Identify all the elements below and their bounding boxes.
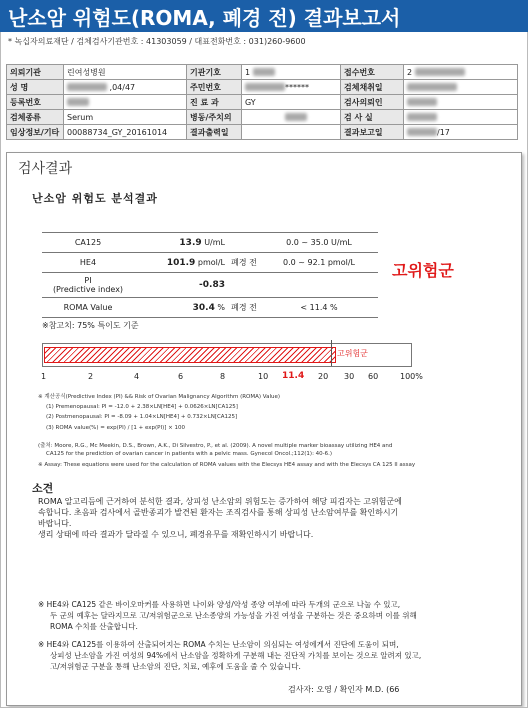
source-line: (출처: Moore, R.G., Mc Meekin, D.S., Brown, A.K., Di Silvestro, P., et al. (2009). A novel multiple marker bioassay utilizing HE4 and <box>38 443 393 449</box>
result-reference: 0.0 ~ 35.0 U/mL <box>260 233 378 253</box>
formula-line: ※ 계산공식(Predictive Index (PI) && Risk of Ovarian Malignancy Algorithm (ROMA) Value) <box>38 394 281 400</box>
scale-tick: 20 <box>318 372 329 381</box>
risk-label: 고위험군 <box>392 261 454 280</box>
rrn-value: ****** <box>242 80 341 95</box>
scale-tick: 4 <box>134 372 140 381</box>
agency-value: 1 <box>242 65 341 80</box>
formula-line: (1) Premenopausal: PI = -12.0 + 2.38×LN[HE4] + 0.0626×LN[CA125] <box>46 404 238 410</box>
cutoff-note: ※참고치: 75% 특이도 기준 <box>42 321 139 330</box>
collection-value <box>404 80 518 95</box>
registration-value <box>64 95 187 110</box>
clinical-value: 00088734_GY_20161014 <box>64 125 187 140</box>
report-header-banner <box>0 0 528 32</box>
conclusion-title: 소견 <box>32 482 54 495</box>
conclusion-line: 생리 상태에 따라 결과가 달라질 수 있으니, 폐경유무를 재확인하시기 바랍니다. <box>38 530 314 539</box>
receipt-label: 접수번호 <box>341 65 404 80</box>
result-reference <box>260 273 378 298</box>
scale-tick: 8 <box>220 372 226 381</box>
institution-label: 의뢰기관 <box>7 65 64 80</box>
roma-scale <box>42 343 412 367</box>
specimen-type-label: 검체종류 <box>7 110 64 125</box>
receipt-value: 2 <box>404 65 518 80</box>
result-table <box>42 232 378 318</box>
scale-tick: 100% <box>400 372 423 381</box>
scale-tick: 10 <box>258 372 269 381</box>
specimen-type-value: Serum <box>64 110 187 125</box>
note-line: 고/저위험군 구분을 통해 난소암의 진단, 치료, 예후에 도움을 줄 수 있습니다. <box>50 662 301 671</box>
dept-value: GY <box>242 95 341 110</box>
doctor-label: 검사의뢰인 <box>341 95 404 110</box>
table-row <box>42 298 378 318</box>
ward-label: 병동/주치의 <box>187 110 242 125</box>
dept-label: 진 료 과 <box>187 95 242 110</box>
patient-info-table <box>6 64 518 140</box>
result-value: 101.9 pmol/L <box>134 253 228 273</box>
tester-value <box>404 110 518 125</box>
note-line: ROMA 수치를 산출합니다. <box>50 622 138 631</box>
scale-tick: 2 <box>88 372 94 381</box>
scale-tick: 60 <box>368 372 379 381</box>
result-value: -0.83 <box>134 273 228 298</box>
conclusion-line: 바랍니다. <box>38 519 72 528</box>
report-date-label: 결과보고일 <box>341 125 404 140</box>
scale-tick-cutoff: 11.4 <box>282 371 305 381</box>
agency-label: 기관기호 <box>187 65 242 80</box>
result-condition: 폐경 전 <box>228 253 260 273</box>
note-line: ※ HE4와 CA125를 이용하여 산출되어지는 ROMA 수치는 난소암이 의심되는 여성에게서 진단에 도움이 되며, <box>38 640 399 649</box>
rrn-label: 주민번호 <box>187 80 242 95</box>
result-label: ROMA Value <box>42 298 134 318</box>
report-date-value: /17 <box>404 125 518 140</box>
result-condition: 폐경 전 <box>228 298 260 318</box>
result-label: CA125 <box>42 233 134 253</box>
scale-tick: 1 <box>41 372 47 381</box>
table-row <box>42 253 378 273</box>
table-row <box>42 273 378 298</box>
table-row <box>42 233 378 253</box>
scale-tick: 6 <box>178 372 184 381</box>
signature-line: 검사자: 오영 / 확인자 M.D. (66 <box>288 685 400 694</box>
lab-info-line: * 녹십자의료재단 / 검체검사기관번호 : 41303059 / 대표전화번호 : 031)260-9600 <box>8 37 306 46</box>
result-condition <box>228 233 260 253</box>
tester-label: 검 사 실 <box>341 110 404 125</box>
scale-tick: 30 <box>344 372 355 381</box>
note-line: 두 군의 예후는 달라지므로 고/저위험군으로 난소종양의 가능성을 가진 여성을 구분하는 것은 중요하며 이를 위해 <box>50 611 417 620</box>
roma-scale-label: 고위험군 <box>337 349 368 358</box>
name-label: 성 명 <box>7 80 64 95</box>
result-label: PI (Predictive index) <box>42 273 134 298</box>
result-reference: < 11.4 % <box>260 298 378 318</box>
result-value: 13.9 U/mL <box>134 233 228 253</box>
result-value: 30.4 % <box>134 298 228 318</box>
registration-label: 등록번호 <box>7 95 64 110</box>
report-title: 난소암 위험도(ROMA, 폐경 전) 결과보고서 <box>8 6 401 30</box>
note-line: 상피성 난소암을 가진 여성의 94%에서 난소암을 정확하게 구분해 내는 진단적 가치를 보이는 것으로 알려져 있고, <box>50 651 422 660</box>
output-date-value <box>242 125 341 140</box>
doctor-value <box>404 95 518 110</box>
source-line: CA125 for the prediction of ovarian cancer in patients with a pelvic mass. Gynecol Oncol.;112(1): 40-6.) <box>46 451 333 457</box>
roma-cutoff-line <box>331 340 332 366</box>
roma-scale-fill <box>44 347 336 363</box>
formula-line: (2) Postmenopausal: PI = -8.09 + 1.04×LN[HE4] + 0.732×LN[CA125] <box>46 414 238 420</box>
section-title: 검사결과 <box>18 161 73 177</box>
institution-value: 린여성병원 <box>64 65 187 80</box>
conclusion-line: 속합니다. 초음파 검사에서 골반종괴가 발견된 환자는 조직검사를 통해 상피성 난소암여부를 확인하시기 <box>38 508 399 517</box>
subsection-title: 난소암 위험도 분석결과 <box>32 192 158 205</box>
formula-line: (3) ROMA value(%) = exp(PI) / [1 + exp(PI)] × 100 <box>46 425 185 431</box>
collection-label: 검체채취일 <box>341 80 404 95</box>
source-line: ※ Assay: These equations were used for the calculation of ROMA values with the Elecsys HE4 assay and with the Elecsys CA 125 II assay <box>38 462 416 468</box>
output-date-label: 결과출력일 <box>187 125 242 140</box>
result-reference: 0.0 ~ 92.1 pmol/L <box>260 253 378 273</box>
ward-value <box>242 110 341 125</box>
result-label: HE4 <box>42 253 134 273</box>
result-condition <box>228 273 260 298</box>
note-line: ※ HE4와 CA125 같은 바이오마커를 사용하면 나이와 양성/악성 종양 여부에 따라 두개의 군으로 나눌 수 있고, <box>38 600 401 609</box>
clinical-label: 임상정보/기타 <box>7 125 64 140</box>
name-value: ,04/47 <box>64 80 187 95</box>
conclusion-line: ROMA 알고리듬에 근거하여 분석한 결과, 상피성 난소암의 위험도는 증가하여 해당 피검자는 고위험군에 <box>38 497 402 506</box>
